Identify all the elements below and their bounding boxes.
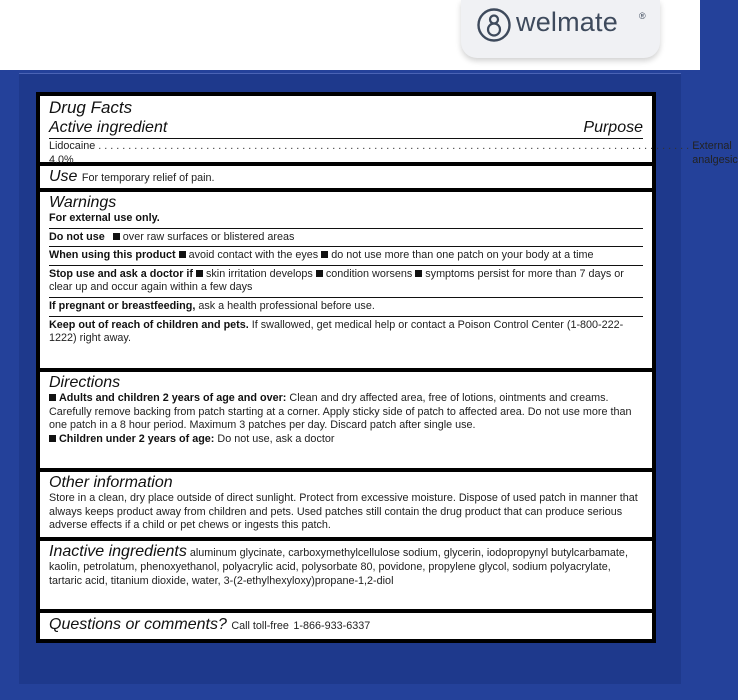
inactive-ingredients-box [40, 541, 652, 609]
directions-adults: Adults and children 2 years of age and over: Clean and dry affected area, free of lotions, ointments and creams. Carefully remove backing from patch starting at a corner. Apply sticky side of patch to affected area. Do not use more than one patch in a 8 hour period. Maximum 3 patches per day. Discard patch after single use. [49, 392, 632, 432]
welmate-logo-icon [476, 7, 512, 43]
other-information-text: Store in a clean, dry place outside of direct sunlight. Protect from excessive moisture. Dispose of used patch in manner that always keeps product away from children and pets. Used patches still contain the drug product that can produce serious adverse effects if a child or pet chews or ingests this patch. [49, 492, 638, 532]
bullet-square-icon [196, 270, 203, 277]
bullet-square-icon [415, 270, 422, 277]
bullet-square-icon [49, 394, 56, 401]
inactive-ingredients-heading: Inactive ingredients [49, 543, 187, 560]
active-ingredient-value: Lidocaine 4.0% [49, 140, 96, 166]
active-ingredient-heading: Active ingredient [49, 119, 168, 136]
bullet-square-icon [321, 251, 328, 258]
bullet-square-icon [113, 233, 120, 240]
inactive-ingredients-text: aluminum glycinate, carboxymethylcellulose sodium, glycerin, iodopropynyl butylcarbamate, kaolin, petrolatum, phenoxyethanol, polyacrylic acid, polysorbate 80, povidone, propylene glycol, sodium polyacrylate, tartaric acid, titanium dioxide, water, 3-(2-ethylhexyloxy)propane-1,2-diol [49, 547, 628, 587]
questions-heading: Questions or comments? [49, 616, 227, 633]
purpose-value: External analgesic [692, 140, 738, 166]
do-not-use-warning: Do not use over raw surfaces or blistered areas [49, 230, 295, 243]
brand-registered-mark: ® [639, 11, 646, 21]
purpose-heading: Purpose [583, 119, 643, 136]
bullet-square-icon [179, 251, 186, 258]
warnings-heading: Warnings [49, 194, 117, 211]
directions-heading: Directions [49, 374, 121, 391]
bullet-square-icon [49, 435, 56, 442]
warnings-box [40, 192, 652, 368]
brand-name: welmate [516, 7, 618, 37]
keep-out-warning: Keep out of reach of children and pets. If swallowed, get medical help or contact a Poison Control Center (1-800-222-1222) right away. [49, 318, 624, 345]
use-box [40, 166, 652, 188]
directions-children: Children under 2 years of age: Do not use, ask a doctor [49, 433, 643, 447]
questions-text: Call toll-free [231, 620, 289, 632]
pregnant-warning: If pregnant or breastfeeding, ask a health professional before use. [49, 299, 375, 312]
drug-facts-panel [36, 92, 738, 643]
when-using-warning: When using this product avoid contact with the eyes do not use more than one patch on your body at a time [49, 249, 594, 262]
drug-facts-title: Drug Facts [49, 98, 133, 117]
use-heading: Use [49, 168, 78, 185]
bullet-square-icon [316, 270, 323, 277]
use-text: For temporary relief of pain. [81, 172, 215, 184]
questions-box [40, 613, 652, 639]
directions-box [40, 372, 652, 468]
stop-use-warning: Stop use and ask a doctor if skin irritation develops condition worsens symptoms persist for more than 7 days or clear up and occur again within a few days [49, 267, 624, 294]
external-use-text: For external use only. [49, 212, 160, 224]
questions-phone: 1-866-933-6337 [293, 620, 371, 632]
other-information-heading: Other information [49, 474, 173, 491]
leader-dots: . . . . . . . . . . . . . . . . . . . . . . . . . . . . . . . . . . . . . . . . . . . . . . . . . . . . . . . . . . . . . . . . . . . . . . . . . . . . . . . . . . . . . . . . . . . . . . . . . . . [98, 140, 690, 152]
other-information-box [40, 472, 652, 537]
drug-facts-box [40, 96, 738, 166]
